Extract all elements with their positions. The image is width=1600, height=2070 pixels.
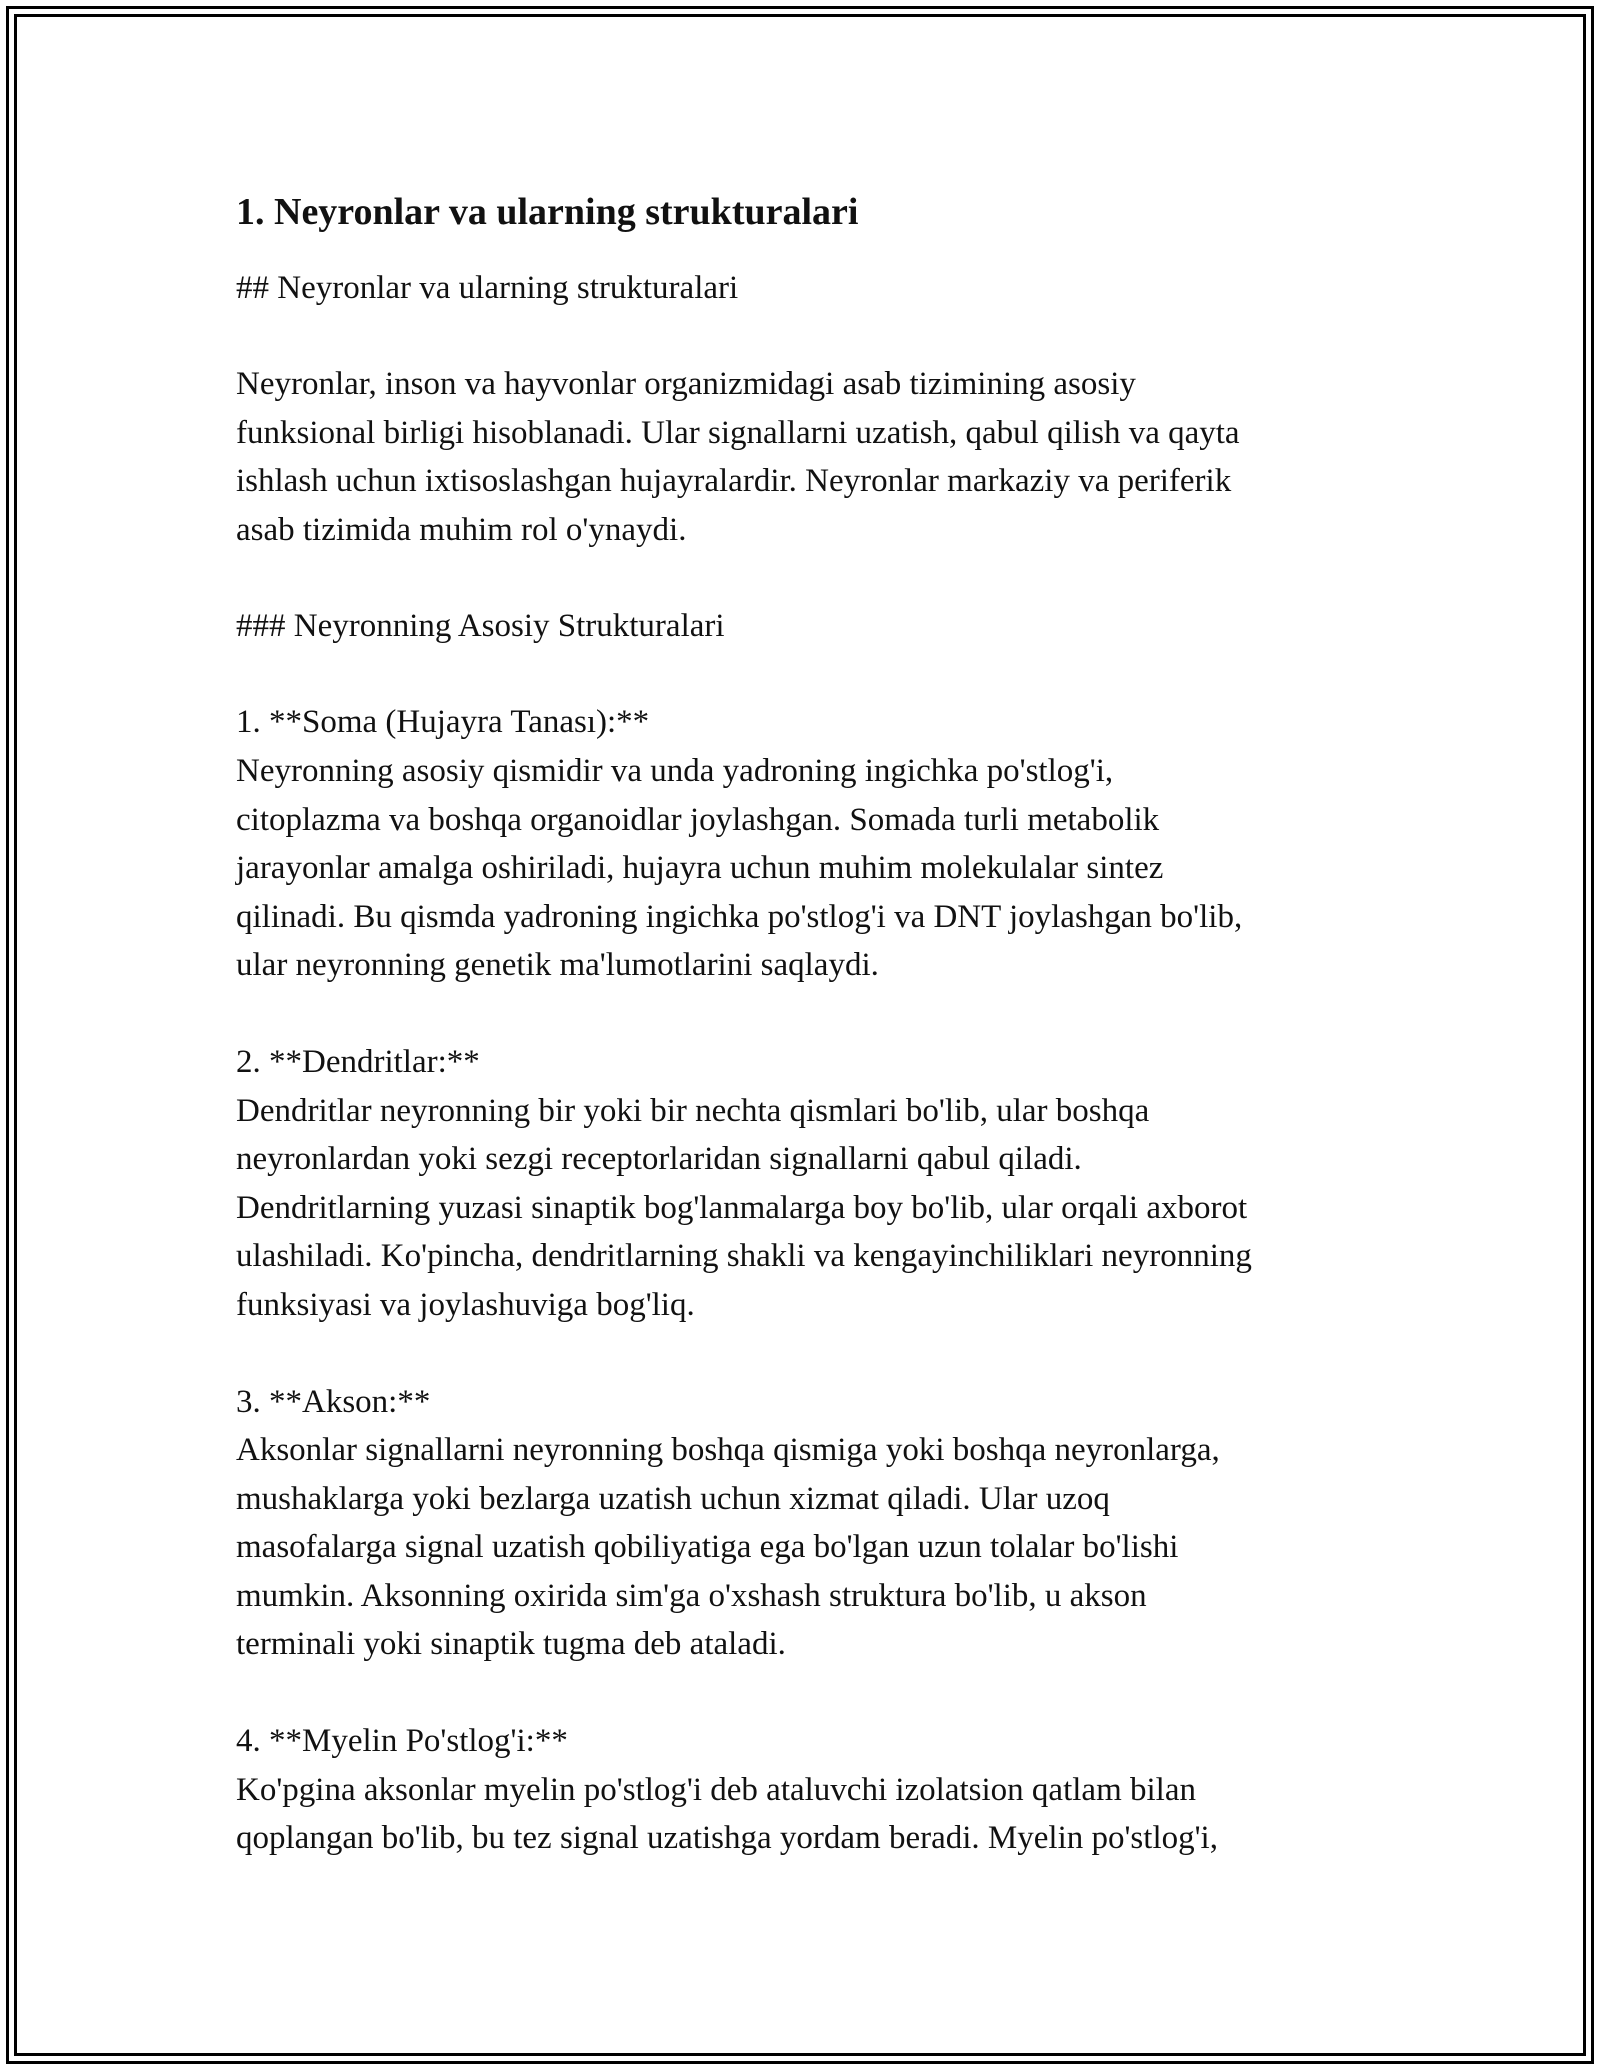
list-item-heading: 3. **Akson:**: [236, 1383, 431, 1420]
list-item-body: Ko'pgina aksonlar myelin po'stlog'i deb ataluvchi izolatsion qatlam bilan qoplangan bo'lib, bu tez signal uzatishga yordam beradi. Myelin po'stlog'i,: [236, 1771, 1218, 1857]
list-item: [236, 1378, 1386, 1670]
markdown-heading-2: ## Neyronlar va ularning strukturalari: [236, 270, 739, 306]
list-item-heading: 1. **Soma (Hujayra Tanası):**: [236, 704, 650, 741]
list-item: [236, 1038, 1386, 1330]
list-item: [236, 1717, 1386, 1863]
document-body: [236, 188, 1386, 1911]
list-item-heading: 2. **Dendritlar:**: [236, 1043, 480, 1080]
list-item-body: Neyronning asosiy qismidir va unda yadroning ingichka po'stlog'i, citoplazma va boshqa organoidlar joylashgan. Somada turli metabolik jarayonlar amalga oshiriladi, hujayra uchun muhim molekulalar sintez qilinadi. Bu qismda yadroning ingichka po'stlog'i va DNT joylashgan bo'lib, ular neyronning genetik ma'lumotlarini saqlaydi.: [236, 752, 1243, 984]
intro-paragraph: Neyronlar, inson va hayvonlar organizmidagi asab tizimining asosiy funksional birligi hisoblanadi. Ular signallarni uzatish, qabul qilish va qayta ishlash uchun ixtisoslashgan hujayralardir. Neyronlar markaziy va periferik asab tizimida muhim rol o'ynaydi.: [236, 366, 1240, 548]
list-item: [236, 698, 1386, 990]
document-title: 1. Neyronlar va ularning strukturalari: [236, 191, 859, 233]
list-item-body: Dendritlar neyronning bir yoki bir nechta qismlari bo'lib, ular boshqa neyronlardan yoki sezgi receptorlaridan signallarni qabul qiladi. Dendritlarning yuzasi sinaptik bog'lanmalarga boy bo'lib, ular orqali axborot ulashiladi. Ko'pincha, dendritlarning shakli va kengayinchiliklari neyronning funksiyasi va joylashuviga bog'liq.: [236, 1092, 1252, 1323]
list-item-body: Aksonlar signallarni neyronning boshqa qismiga yoki boshqa neyronlarga, mushaklarga yoki bezlarga uzatish uchun xizmat qiladi. Ular uzoq masofalarga signal uzatish qobiliyatiga ega bo'lgan uzun tolalar bo'lishi mumkin. Aksonning oxirida sim'ga o'xshash struktura bo'lib, u akson terminali yoki sinaptik tugma deb ataladi.: [236, 1432, 1220, 1663]
markdown-heading-3: ### Neyronning Asosiy Strukturalari: [236, 608, 725, 645]
list-item-heading: 4. **Myelin Po'stlog'i:**: [236, 1723, 568, 1760]
